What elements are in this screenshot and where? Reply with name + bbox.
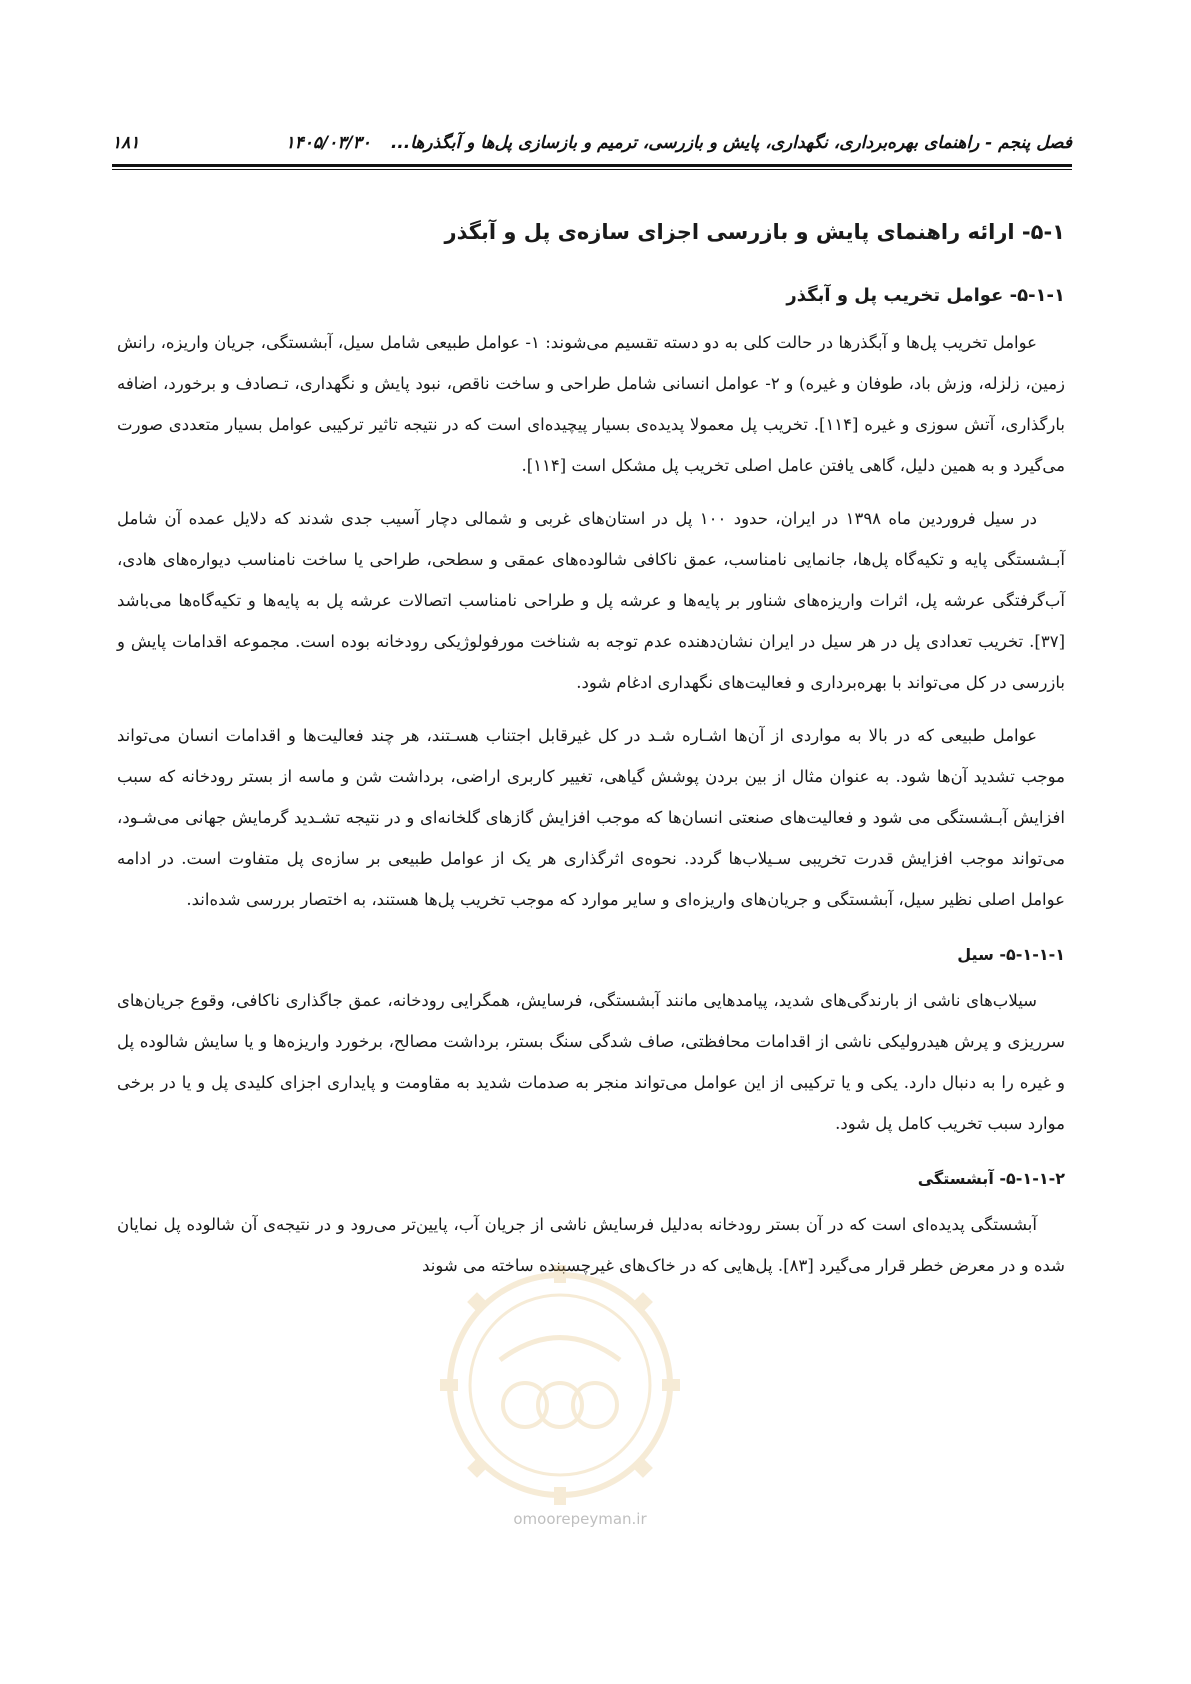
running-header bbox=[112, 128, 1072, 158]
body-paragraph: عوامل تخریب پل‌ها و آبگذرها در حالت کلی به دو دسته تقسیم می‌شوند: ۱- عوامل طبیعی شامل سیل، آبشستگی، جریان واریزه، رانش زمین، زلزله، وزش باد، طوفان و غیره) و ۲- عوامل انسانی شامل طراحی و ساخت ناقص، نبود پایش و نگهداری، تـصادف و برخورد، اضافه بارگذاری، آتش سوزی و غیره [۱۱۴]. تخریب پل معمولا پدیده‌ی بسیار پیچیده‌ای است که در نتیجه تاثیر ترکیبی عوامل بسیار متعددی صورت می‌گیرد و به همین دلیل، گاهی یافتن عامل اصلی تخریب پل مشکل است [۱۱۴]. bbox=[117, 333, 1066, 475]
header-chapter-title: فصل پنجم - راهنمای بهره‌برداری، نگهداری، پایش و بازرسی، ترمیم و بازسازی پل‌ها و آبگذرها... bbox=[390, 133, 1072, 153]
subsection-heading: ۵-۱-۱- عوامل تخریب پل و آبگذر bbox=[786, 285, 1065, 306]
scour-heading: ۵-۱-۱-۲- آبشستگی bbox=[917, 1169, 1065, 1188]
header-rule-thin bbox=[112, 169, 1072, 170]
header-date: ۱۴۰۵/۰۳/۳۰ bbox=[285, 133, 371, 153]
flood-heading: ۵-۱-۱-۱- سیل bbox=[957, 945, 1065, 964]
page-body bbox=[117, 214, 1065, 1298]
body-paragraph: در سیل فروردین ماه ۱۳۹۸ در ایران، حدود ۱۰۰ پل در استان‌های غربی و شمالی دچار آسیب جدی شدند که دلایل عمده آن شامل آبـشستگی پایه و تکیه‌گاه پل‌ها، جانمایی نامناسب، عمق ناکافی شالوده‌های عمقی و سطحی، طراحی یا ساخت نامناسب دیواره‌های هادی، آب‌گرفتگی عرشه پل، اثرات واریزه‌های شناور بر پایه‌ها و عرشه پل و طراحی نامناسب اتصالات عرشه پل به پایه‌ها و تکیه‌گاه‌ها می‌باشد [۳۷]. تخریب تعدادی پل در هر سیل در ایران نشان‌دهنده عدم توجه به شناخت مورفولوژیکی رودخانه بوده است. مجموعه اقدامات پایش و بازرسی در کل می‌تواند با بهره‌برداری و فعالیت‌های نگهداری ادغام شود. bbox=[117, 509, 1065, 692]
header-title-group bbox=[285, 133, 1072, 153]
flood-paragraph: سیلاب‌های ناشی از بارندگی‌های شدید، پیامدهایی مانند آبشستگی، فرسایش، همگرایی رودخانه، عمق جاگذاری ناکافی، وقوع جریان‌های سرریزی و پرش هیدرولیکی ناشی از اقدامات محافظتی، صاف شدگی سنگ بستر، برداشت مصالح، برخورد واریزه‌ها و یا سایش شالوده پل و غیره را به دنبال دارد. یکی و یا ترکیبی از این عوامل می‌تواند منجر به صدمات شدید به مقاومت و پایداری اجزای کلیدی پل و یا در برخی موارد سبب تخریب کامل پل شود. bbox=[117, 991, 1065, 1133]
body-paragraph: عوامل طبیعی که در بالا به مواردی از آن‌ها اشـاره شـد در کل غیرقابل اجتناب هسـتند، هر چند فعالیت‌ها و اقدامات انسان می‌تواند موجب تشدید آن‌ها شود. به عنوان مثال از بین بردن پوشش گیاهی، تغییر کاربری اراضی، برداشت شن و ماسه از بستر رودخانه که سبب افزایش آبـشستگی می شود و فعالیت‌های صنعتی انسان‌ها که موجب افزایش گازهای گلخانه‌ای و در نتیجه تشـدید گرمایش جهانی می‌شـود، می‌تواند موجب افزایش قدرت تخریبی سـیلاب‌ها گردد. نحوه‌ی اثرگذاری هر یک از عوامل طبیعی بر سازه‌ی پل متفاوت است. در ادامه عوامل اصلی نظیر سیل، آبشستگی و جریان‌های واریزه‌ای و سایر موارد که موجب تخریب پل‌ها هستند، به اختصار بررسی شده‌اند. bbox=[117, 726, 1065, 909]
watermark-text: omoorepeyman.ir bbox=[513, 1510, 647, 1528]
header-rule-thick bbox=[112, 164, 1072, 167]
scour-paragraph: آبشستگی پدیده‌ای است که در آن بستر رودخانه به‌دلیل فرسایش ناشی از جریان آب، پایین‌تر می‌رود و در نتیجه‌ی آن شالوده پل نمایان شده و در معرض خطر قرار می‌گیرد [۸۳]. پل‌هایی که در خاک‌های غیرچسبنده ساخته می شوند bbox=[117, 1215, 1065, 1275]
page-number: ۱۸۱ bbox=[112, 133, 140, 153]
section-heading: ۵-۱- ارائه راهنمای پایش و بازرسی اجزای سازه‌ی پل و آبگذر bbox=[444, 220, 1065, 244]
